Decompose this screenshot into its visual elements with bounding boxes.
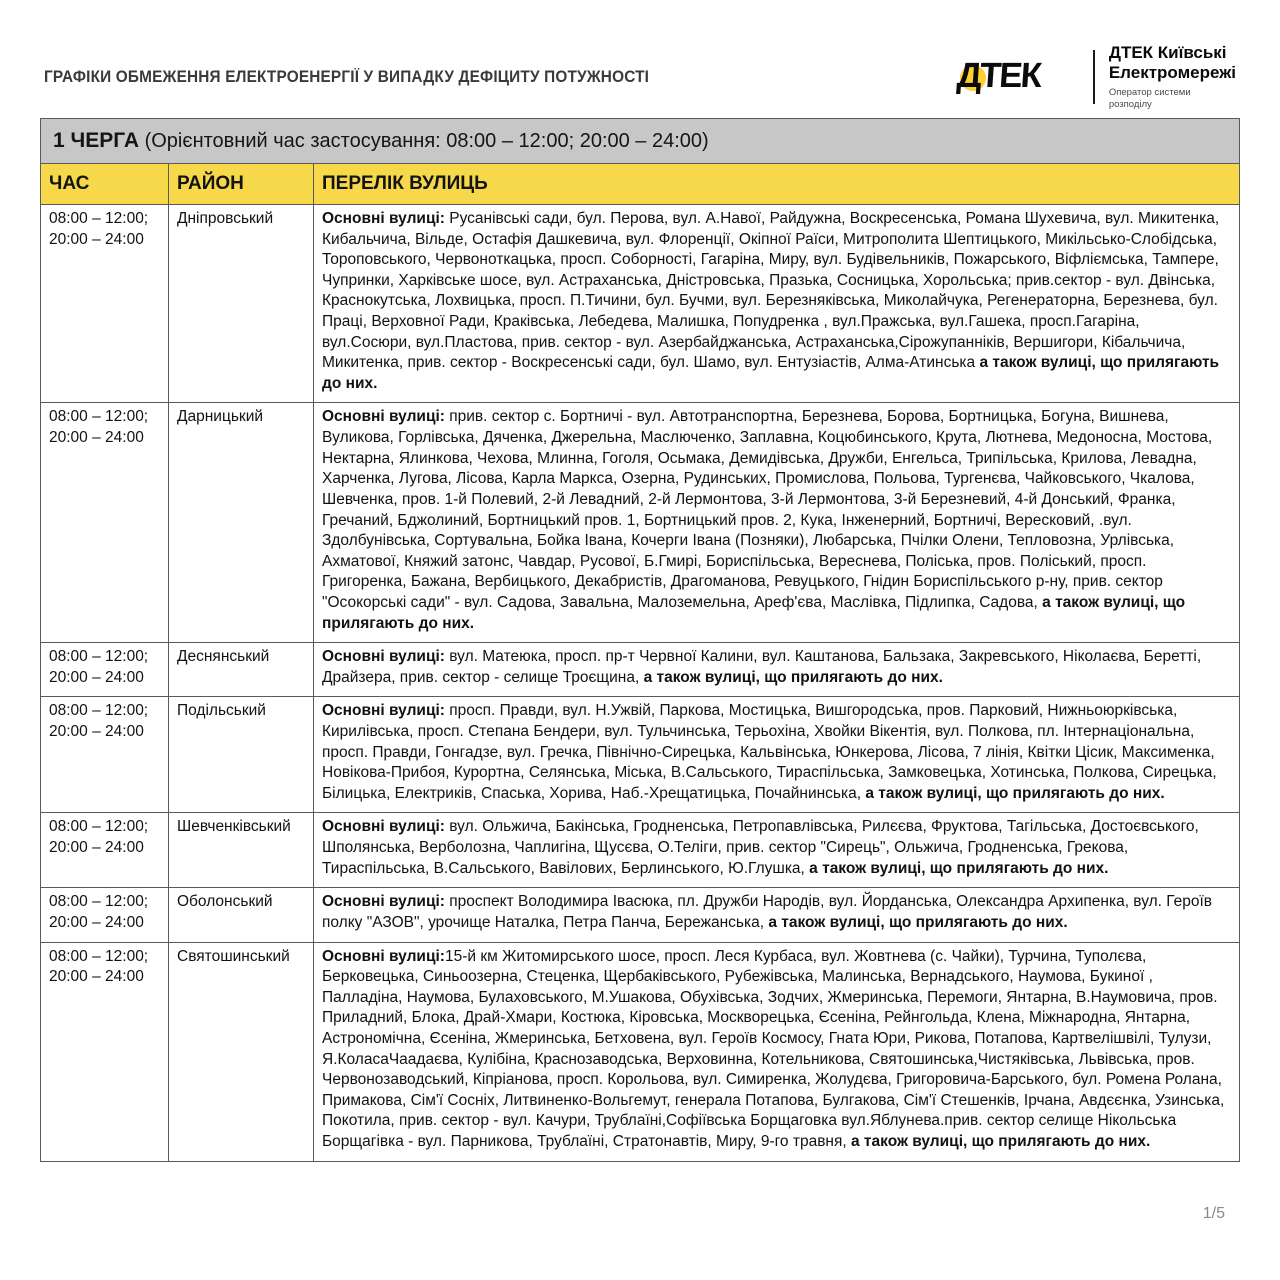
- table-row: [41, 403, 1239, 643]
- streets-label: Основні вулиці:: [322, 947, 445, 965]
- district-cell: Оболонський: [169, 888, 314, 942]
- streets-label: Основні вулиці:: [322, 210, 445, 227]
- time-cell: 08:00 – 12:00; 20:00 – 24:00: [41, 697, 169, 813]
- queue-time-note: (Орієнтовний час застосування: 08:00 – 12:00; 20:00 – 24:00): [139, 130, 709, 152]
- streets-list: просп. Правди, вул. Н.Ужвій, Паркова, Мостицька, Вишгородська, пров. Парковий, Нижньоюрківська, Кирилівська, просп. Степана Бендери, вул. Тульчинська, Терьохіна, Хвойки Вікентія, вул. Полкова, пл. Інтернаціональна, просп. Правди, Гонгадзе, вул. Гречка, Північно-Сирецька, Кальвінська, Юнкерова, Лісова, 7 лінія, Квітки Цісик, Максименка, Новікова-Прибоя, Курортна, Селянська, Міська, В.Сальського, Тираспільська, Замковецька, Хотинська, Полкова, Сирецька, Білицька, Електриків, Спаська, Хорива, Наб.-Хрещатицька, Почайнинська,: [322, 702, 1217, 802]
- streets-cell: [314, 205, 1239, 403]
- district-cell: Святошинський: [169, 943, 314, 1161]
- streets-label: Основні вулиці:: [322, 818, 445, 836]
- time-cell: 08:00 – 12:00; 20:00 – 24:00: [41, 403, 169, 643]
- streets-list: Русанівські сади, бул. Перова, вул. А.Навої, Райдужна, Воскресенська, Романа Шухевича, вул. Микитенка, Кибальчича, Вільде, Остафія Дашкевича, вул. Флоренції, Окіпної Раїси, Митрополита Шептицького, Микільсько-Слобідська, Тороповського, Червоноткацька, просп. Соборності, Гагаріна, Миру, вул. Будівельників, Пожарського, Віфліємська, Тампере, Чупринки, Харківське шосе, вул. Астраханська, Дністровська, Празька, Сосницька, Хорольська; прив.сектор - вул. Двінська, Краснокутська, Лохвицька, просп. П.Тичини, бул. Бучми, вул. Березняківська, Миколайчука, Регенераторна, Березнева, бул. Праці, Верховної Ради, Краківська, Лебедева, Малишка, Попудренка , вул.Пражська, вул.Гашека, просп.Гагаріна, вул.Сосюри, вул.Пластова, прив. сектор - вул. Азербайджанська, Астраханська,Сірожупанніків, Вершигори, Кібальчича, Микитенка, прив. сектор - Воскресенські сади, бул. Шамо, вул. Ентузіастів, Алма-Атинська: [322, 210, 1220, 372]
- page-title: ГРАФІКИ ОБМЕЖЕННЯ ЕЛЕКТРОЕНЕРГІЇ У ВИПАДКУ ДЕФІЦИТУ ПОТУЖНОСТІ: [44, 67, 650, 86]
- logo-company-line1: ДТЕК Київські: [1108, 43, 1227, 63]
- streets-suffix: а також вулиці, що прилягають до них.: [768, 913, 1068, 931]
- schedule-table: [40, 118, 1240, 1162]
- queue-title-bar: [41, 119, 1239, 164]
- streets-list: прив. сектор с. Бортничі - вул. Автотранспортна, Березнева, Борова, Бортницька, Богуна, Вишнева, Вуликова, Горлівська, Дяченка, Джерельна, Маслюченко, Заплавна, Коцюбинського, Крута, Лютнева, Медоносна, Мостова, Нектарна, Ялинкова, Чехова, Млинна, Гоголя, Осьмака, Демидівська, Дружби, Енгельса, Трипільська, Крилова, Левадна, Харченка, Лугова, Лісова, Карла Маркса, Озерна, Рудинських, Промислова, Польова, Тургенєва, Чайковського, Чкалова, Шевченка, пров. 1-й Полевий, 2-й Левадний, 2-й Лермонтова, 3-й Лермонтова, 3-й Березневий, 4-й Донський, Франка, Гречаний, Бджолиний, Бортницький пров. 1, Бортницький пров. 2, Кука, Інженерний, Бортничі, Вересковий, .вул. Здолбунівська, Сортувальна, Бойка Івана, Кочерги Івана (Позняки), Любарська, Пчілки Олени, Тепловозна, Урлівська, Ахматової, Княжий затонс, Чавдар, Русової, Б.Гмирі, Бориспільська, Вереснева, Поліська, пров. Поліський, просп. Григоренка, Бажана, Вербицького, Декабристів, Драгоманова, Ревуцького, Гнідин Бориспільського р-ну, прив. сектор "Осокорські сади" - вул. Садова, Завальна, Малоземельна, Ареф'єва, Маслівка, Підлипка, Садова,: [322, 408, 1213, 611]
- table-row: [41, 205, 1239, 403]
- logo-subtitle-line1: Оператор системи: [1108, 87, 1191, 99]
- streets-suffix: а також вулиці, що прилягають до них.: [322, 593, 1186, 632]
- streets-label: Основні вулиці:: [322, 408, 445, 426]
- streets-suffix: а також вулиці, що прилягають до них.: [322, 354, 1220, 392]
- logo-divider: [1093, 50, 1095, 104]
- column-header-time: ЧАС: [41, 164, 169, 205]
- table-row: [41, 697, 1239, 813]
- streets-cell: [314, 403, 1239, 643]
- dtek-logo-icon: [955, 54, 1079, 100]
- page-number: 1/5: [1202, 1205, 1225, 1222]
- dtek-logo: [955, 43, 1236, 111]
- column-header-streets: ПЕРЕЛІК ВУЛИЦЬ: [314, 164, 1239, 205]
- time-cell: 08:00 – 12:00; 20:00 – 24:00: [41, 643, 169, 697]
- logo-wordmark: ДТЕК: [955, 56, 1042, 95]
- streets-suffix: а також вулиці, що прилягають до них.: [865, 784, 1165, 802]
- streets-suffix: а також вулиці, що прилягають до них.: [851, 1132, 1151, 1150]
- streets-label: Основні вулиці:: [322, 648, 445, 666]
- table-row: [41, 943, 1239, 1161]
- streets-cell: [314, 697, 1239, 813]
- page-header: [0, 0, 1280, 118]
- district-cell: Шевченківський: [169, 813, 314, 888]
- streets-cell: [314, 943, 1239, 1161]
- streets-list: вул. Матеюка, просп. пр-т Червної Калини, вул. Каштанова, Бальзака, Закревського, Ніколаєва, Беретті, Драйзера, прив. сектор - селище Троєщина,: [322, 648, 1202, 686]
- streets-list: 15-й км Житомирського шосе, просп. Леся Курбаса, вул. Жовтнева (с. Чайки), Турчина, Туполєва, Берковецька, Синьоозерна, Стеценка, Щербаківського, Рубежівська, Малинська, Вернадського, Наумова, Букиної , Палладіна, Наумова, Булаховського, М.Ушакова, Обухівська, Зодчих, Жмеринська, Перемоги, Янтарна, В.Наумовича, пров. Приладний, Блока, Драй-Хмари, Костюка, Кіровська, Москворецька, Єсеніна, Рейнгольда, Клена, Міжнародна, Янтарна, Астрономічна, Єсеніна, Жмеринська, Бетховена, вул. Героїв Космосу, Гната Юри, Рикова, Потапова, Картвелішвілі, Тулузи, Я.КоласаЧаадаєва, Кулібіна, Краснозаводська, Верховинна, Котельникова, Святошинська,Чистяківська, Львівська, пров. Червонозаводський, Кіпріанова, просп. Корольова, вул. Симиренка, Жолудєва, Григоровича-Барського, бул. Ромена Ролана, Примакова, Сім'ї Сосніх, Литвиненко-Вольгемут, генерала Потапова, Булгакова, Сім'ї Стешенків, Ірчана, Авдєєнка, Узинська, Покотила, прив. сектор - вул. Качури, Трублаїні,Софіївська Борщаговка вул.Яблунева.прив. сектор селище Нікольська Борщагівка - вул. Парникова, Трублаїні, Стратонавтів, Миру, 9-го травня,: [322, 947, 1225, 1150]
- column-header-district: РАЙОН: [169, 164, 314, 205]
- streets-suffix: а також вулиці, що прилягають до них.: [643, 668, 943, 686]
- time-cell: 08:00 – 12:00; 20:00 – 24:00: [41, 943, 169, 1161]
- queue-number: 1 ЧЕРГА: [53, 129, 140, 152]
- streets-cell: [314, 888, 1239, 942]
- table-row: [41, 813, 1239, 888]
- district-cell: Дарницький: [169, 403, 314, 643]
- district-cell: Подільський: [169, 697, 314, 813]
- streets-cell: [314, 813, 1239, 888]
- table-row: [41, 643, 1239, 697]
- streets-cell: [314, 643, 1239, 697]
- streets-label: Основні вулиці:: [322, 893, 445, 911]
- time-cell: 08:00 – 12:00; 20:00 – 24:00: [41, 813, 169, 888]
- streets-list: проспект Володимира Івасюка, пл. Дружби Народів, вул. Йорданська, Олександра Архипенка, вул. Героїв полку "АЗОВ", урочище Наталка, Петра Панча, Бережанська,: [322, 893, 1213, 931]
- streets-list: вул. Ольжича, Бакінська, Гродненська, Петропавлівська, Рилєєва, Фруктова, Тагільська, Достоєвського, Шполянська, Верболозна, Чаплигіна, Щусєва, О.Теліги, прив. сектор "Сирець", Ольжича, Гродненська, Грекова, Тираспільська, В.Сальського, Вавілових, Берлинського, Ю.Глушка,: [322, 818, 1199, 877]
- district-cell: Дніпровський: [169, 205, 314, 403]
- time-cell: 08:00 – 12:00; 20:00 – 24:00: [41, 205, 169, 403]
- logo-company-block: [1109, 43, 1236, 111]
- logo-company-line2: Електромережі: [1108, 63, 1236, 83]
- streets-suffix: а також вулиці, що прилягають до них.: [809, 859, 1109, 877]
- time-cell: 08:00 – 12:00; 20:00 – 24:00: [41, 888, 169, 942]
- logo-subtitle-line2: розподілу: [1108, 99, 1152, 111]
- streets-label: Основні вулиці:: [322, 702, 445, 720]
- district-cell: Деснянський: [169, 643, 314, 697]
- table-row: [41, 888, 1239, 942]
- table-header-row: [41, 164, 1239, 205]
